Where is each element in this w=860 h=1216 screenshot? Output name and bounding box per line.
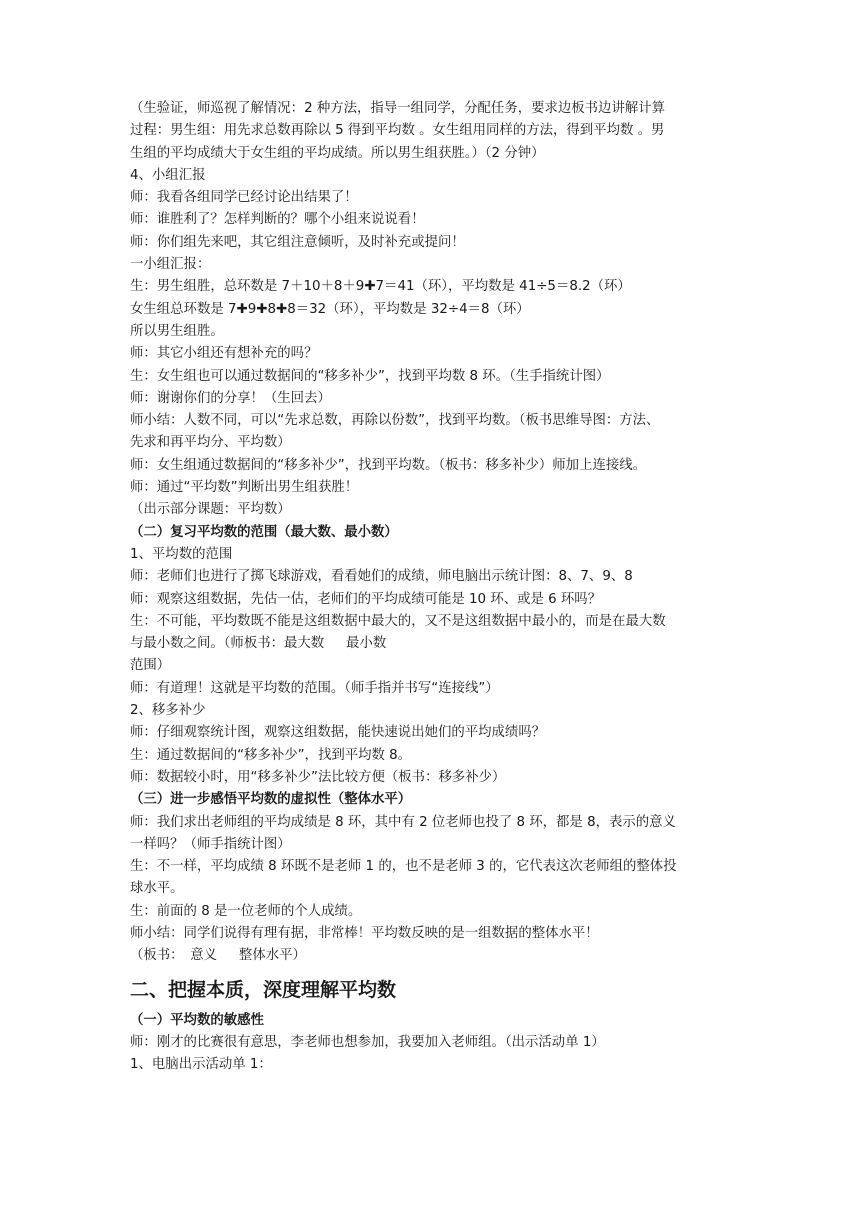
text-line: 师：老师们也进行了掷飞球游戏，看看她们的成绩，师电脑出示统计图：8、7、9、8 bbox=[130, 569, 633, 585]
text-line: 师小结：同学们说得有理有据，非常棒！平均数反映的是一组数据的整体水平！ bbox=[130, 925, 599, 941]
text-line: 生：前面的 8 是一位老师的个人成绩。 bbox=[130, 903, 362, 919]
text-line: 师：谁胜利了？怎样判断的？哪个小组来说说看！ bbox=[130, 212, 425, 228]
text-line: 4、小组汇报 bbox=[130, 167, 206, 183]
text-line: 过程：男生组：用先求总数再除以 5 得到平均数 。女生组用同样的方法，得到平均数 。男 bbox=[130, 123, 665, 139]
section-block bbox=[130, 1032, 742, 1077]
section-block bbox=[130, 812, 742, 968]
text-line: 师：我看各组同学已经讨论出结果了！ bbox=[130, 190, 358, 206]
text-line: 师：女生组通过数据间的“移多补少”，找到平均数。（板书：移多补少）师加上连接线。 bbox=[130, 457, 647, 473]
text-line: 1、电脑出示活动单 1： bbox=[130, 1057, 272, 1073]
text-line: 师：观察这组数据，先估一估，老师们的平均成绩可能是 10 环、或是 6 环吗？ bbox=[130, 591, 602, 607]
text-line: （生验证，师巡视了解情况：2 种方法，指导一组同学，分配任务，要求边板书边讲解计算 bbox=[130, 101, 666, 116]
text-line: 生：男生组胜，总环数是 7＋10＋8＋9✚7＝41（环），平均数是 41÷5＝8.2（环） bbox=[130, 279, 631, 295]
text-line: 师小结：人数不同，可以“先求总数，再除以份数”，找到平均数。（板书思维导图：方法、 bbox=[130, 413, 660, 429]
text-line: 一样吗？（师手指统计图） bbox=[130, 836, 291, 852]
text-line: 球水平。 bbox=[130, 881, 184, 897]
text-line: 生：不一样，平均成绩 8 环既不是老师 1 的，也不是老师 3 的，它代表这次老师组的整体投 bbox=[130, 859, 677, 875]
text-line: 先求和再平均分、平均数） bbox=[130, 435, 291, 451]
text-line: 师：通过“平均数”判断出男生组获胜！ bbox=[130, 480, 359, 496]
section-heading: （三）进一步感悟平均数的虚拟性（整体水平） bbox=[130, 792, 412, 808]
document-page bbox=[130, 98, 742, 1076]
text-line: 所以男生组胜。 bbox=[130, 323, 224, 339]
text-line: （出示部分课题：平均数） bbox=[130, 502, 291, 518]
text-line: 师：数据较小时，用“移多补少”法比较方便（板书：移多补少） bbox=[130, 769, 506, 785]
text-line: 师：我们求出老师组的平均成绩是 8 环，其中有 2 位老师也投了 8 环，都是 8，表示的意义 bbox=[130, 814, 676, 830]
text-line: 生：女生组也可以通过数据间的“移多补少”，找到平均数 8 环。（生手指统计图） bbox=[130, 368, 610, 384]
text-line: 范围） bbox=[130, 658, 171, 674]
text-line: 与最小数之间。（师板书：最大数 最小数 bbox=[130, 636, 387, 652]
text-line: 女生组总环数是 7✚9✚8✚8＝32（环），平均数是 32÷4＝8（环） bbox=[130, 301, 530, 317]
text-line: 生组的平均成绩大于女生组的平均成绩。所以男生组获胜。）（2 分钟） bbox=[130, 145, 545, 161]
text-line: 生：不可能，平均数既不能是这组数据中最大的，又不是这组数据中最小的，而是在最大数 bbox=[130, 613, 666, 629]
text-line: 师：刚才的比赛很有意思，李老师也想参加，我要加入老师组。（出示活动单 1） bbox=[130, 1034, 605, 1050]
text-line: 1、平均数的范围 bbox=[130, 546, 233, 562]
text-line: 师：你们组先来吧，其它组注意倾听，及时补充或提问！ bbox=[130, 234, 465, 250]
intro-block bbox=[130, 98, 742, 522]
text-line: 生：通过数据间的“移多补少”，找到平均数 8。 bbox=[130, 747, 412, 763]
text-line: 师：仔细观察统计图，观察这组数据，能快速说出她们的平均成绩吗？ bbox=[130, 725, 546, 741]
text-line: 师：有道理！这就是平均数的范围。（师手指并书写“连接线”） bbox=[130, 680, 499, 696]
section-block bbox=[130, 544, 742, 789]
chapter-heading: 二、把握本质，深度理解平均数 bbox=[130, 978, 397, 1001]
section-heading: （一）平均数的敏感性 bbox=[130, 1012, 264, 1028]
text-line: 师：谢谢你们的分享！（生回去） bbox=[130, 390, 331, 406]
text-line: 2、移多补少 bbox=[130, 703, 206, 719]
text-line: 一小组汇报： bbox=[130, 257, 211, 273]
text-line: （板书： 意义 整体水平） bbox=[130, 948, 306, 964]
text-line: 师：其它小组还有想补充的吗？ bbox=[130, 346, 318, 362]
section-heading: （二）复习平均数的范围（最大数、最小数） bbox=[130, 524, 398, 540]
